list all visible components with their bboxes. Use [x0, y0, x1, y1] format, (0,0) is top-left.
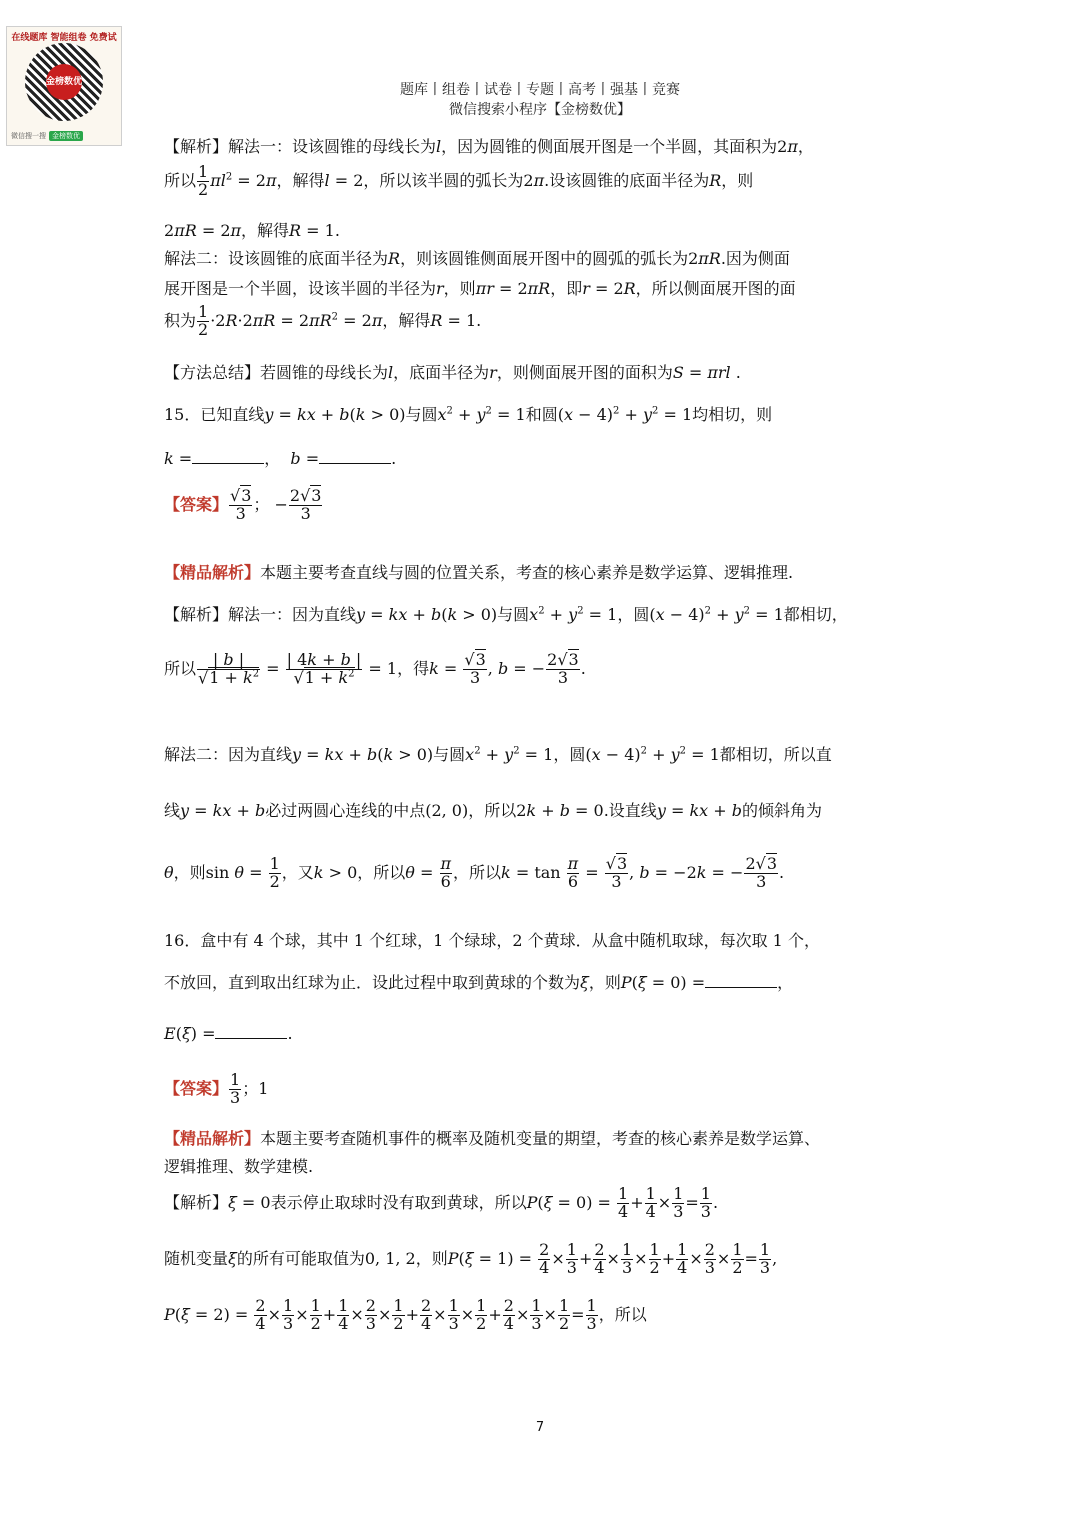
text: ，则: [415, 1248, 448, 1268]
text: 1: [258, 1078, 269, 1098]
q14-analysis-line-2: 所以 $\frac{1}{2}$ $\pi l^2 = 2\pi$，解得l = 2，所以该半圆的弧长为2π.设该圆锥的底面半径为R，则: [164, 162, 754, 199]
text: ，所以: [357, 862, 406, 882]
q16-answer: 【答案】 $\frac{1}{3}$ ；1: [164, 1070, 269, 1107]
text: 解法一：因为直线: [228, 605, 357, 624]
text: 均相切，则: [692, 405, 773, 424]
text: 本题主要考查随机事件的概率及随机变量的期望，考查的核心素养是数学运算、: [260, 1129, 821, 1148]
q14-analysis-line-1: 【解析】解法一：设该圆锥的母线长为l，因为圆锥的侧面展开图是一个半圆，其面积为2π，: [164, 137, 814, 156]
analysis-tag: 【解析】: [164, 1192, 229, 1212]
q15-method2-line-2: 线y = kx + b必过两圆心连线的中点(2, 0)，所以2k + b = 0.设直线y = kx + b的倾斜角为: [164, 801, 822, 820]
text: ，所以侧面展开图的面: [635, 279, 796, 298]
text: 积为: [164, 310, 197, 330]
text: ，得: [397, 658, 430, 678]
q14-method2-line-2: 展开图是一个半圆，设该半圆的半径为r，则πr = 2πR，即r = 2R，所以侧面展开图的面: [164, 279, 796, 298]
text: 15．已知直线: [164, 405, 265, 424]
text: ，则侧面展开图的面积为: [496, 363, 673, 382]
qr-footer-tag: 金榜数优: [49, 131, 83, 141]
q14-method2-line-3: 积为 $\frac{1}{2}$ $\cdot 2R\cdot 2\pi R = 2\pi R^2 = 2\pi$，解得R = 1.: [164, 302, 482, 339]
text: ，解得: [382, 310, 431, 330]
text: ，解得: [276, 170, 325, 190]
text: 线: [164, 801, 181, 820]
text: 解法二：设该圆锥的底面半径为: [164, 249, 389, 268]
q15-method2-line-3: θ，则sin θ = $\frac{1}{2}$ ，又k > 0，所以θ = $\frac{\pi}{6}$ ，所以k = tan $\frac{\pi}{6}$ = $\frac{√3}{3}$ , b = −2k = − $\frac{2√3}{3}$ .: [164, 854, 785, 891]
q14-method-summary: 【方法总结】若圆锥的母线长为l，底面半径为r，则侧面展开图的面积为S = πrl .: [164, 363, 741, 382]
q15-quality-analysis: [164, 560, 793, 583]
text: ，所以: [453, 862, 502, 882]
text: 与圆: [433, 745, 466, 764]
text: 都相切，: [783, 605, 848, 624]
text: ，解得: [241, 221, 290, 240]
text: ，又: [281, 862, 314, 882]
analysis-tag: 【解析】: [164, 137, 229, 156]
text: 逻辑推理、数学建模.: [164, 1157, 314, 1176]
q16-stem-line-3: E(ξ) = .: [164, 1024, 293, 1043]
q16-analysis-line-2: 随机变量ξ的所有可能取值为0, 1, 2，则P(ξ = 1) = $\frac{2}{4}$ × $\frac{1}{3}$ + $\frac{2}{4}$ × $\frac{1}{3}$ × $\frac{1}{2}$ + $\frac{1}{4}$ × $\frac{2}{3}$ × $\frac{1}{2}$ = $\frac{1}{3}$ ,: [164, 1240, 778, 1277]
answer-blank: [705, 973, 777, 988]
q16-stem-line-1: [164, 928, 820, 951]
q14-analysis-line-3: 2πR = 2π，解得R = 1.: [164, 221, 340, 240]
page-number: 7: [535, 1420, 545, 1435]
text: ，所以: [468, 801, 517, 820]
text: ，所以: [598, 1304, 647, 1324]
qr-footer: [11, 131, 83, 141]
page-header: [0, 80, 1080, 120]
text: ，圆: [553, 745, 586, 764]
header-search-line: 微信搜索小程序【金榜数优】: [449, 102, 631, 118]
text: 展开图是一个半圆，设该半圆的半径为: [164, 279, 437, 298]
text: 都相切，所以直: [719, 745, 832, 764]
text: ，则: [443, 279, 476, 298]
text: ，底面半径为: [393, 363, 490, 382]
text: 16．盒中有 4 个球，其中 1 个红球，1 个绿球，2 个黄球．从盒中随机取球，每次取 1 个，: [164, 931, 820, 950]
text: .设该圆锥的底面半径为: [544, 170, 710, 190]
q16-quality-analysis-line-2: [164, 1154, 313, 1177]
text: ，即: [550, 279, 583, 298]
text: .因为侧面: [720, 249, 790, 268]
q16-analysis-line-1: 【解析】ξ = 0表示停止取球时没有取到黄球，所以P(ξ = 0) = $\frac{1}{4}$ + $\frac{1}{4}$ × $\frac{1}{3}$ = $\frac{1}{3}$ .: [164, 1184, 719, 1221]
text: 若圆锥的母线长为: [260, 363, 389, 382]
summary-tag: 【方法总结】: [164, 363, 261, 382]
answer-blank: [215, 1024, 287, 1039]
q15-method1-line-1: 【解析】解法一：因为直线y = kx + b(k > 0)与圆$x^2 + y^2 = 1$，圆$(x - 4)^2 + y^2 = 1$都相切，: [164, 605, 848, 624]
answer-blank: [192, 449, 264, 464]
qr-footer-label: 微信搜一搜: [11, 132, 46, 140]
text: 和圆: [525, 405, 558, 424]
header-nav-line: 题库丨组卷丨试卷丨专题丨高考丨强基丨竞赛: [400, 82, 680, 98]
answer-tag: 【答案】: [164, 494, 229, 514]
text: 本题主要考查直线与圆的位置关系，考查的核心素养是数学运算、逻辑推理.: [260, 563, 794, 582]
q15-method2-line-1: 解法二：因为直线y = kx + b(k > 0)与圆$x^2 + y^2 = 1$，圆$(x - 4)^2 + y^2 = 1$都相切，所以直: [164, 745, 832, 764]
text: 所以: [164, 170, 197, 190]
q16-stem-line-2: 不放回，直到取出红球为止．设此过程中取到黄球的个数为ξ，则P(ξ = 0) = ，: [164, 973, 794, 992]
text: ，则: [721, 170, 754, 190]
text: 解法一：设该圆锥的母线长为: [228, 137, 437, 156]
answer-blank: [319, 449, 391, 464]
text: 的所有可能取值为: [236, 1248, 365, 1268]
q14-method2-line-1: 解法二：设该圆锥的底面半径为R，则该圆锥侧面展开图中的圆弧的弧长为2πR.因为侧面: [164, 249, 790, 268]
q15-method1-line-2: 所以 $\frac{| b |}{√1 + k^2}$ = $\frac{| 4k + b |}{√1 + k^2}$ = 1，得k = $\frac{√3}{3}$ , b = − $\frac{2√3}{3}$ .: [164, 650, 586, 688]
quality-tag: 【精品解析】: [164, 563, 261, 582]
text: ，则该圆锥侧面展开图中的圆弧的弧长为: [400, 249, 689, 268]
text: 必过两圆心连线的中点: [265, 801, 426, 820]
qr-ring-text: 在线题库 智能组卷 免费试: [11, 33, 117, 43]
text: 的倾斜角为: [741, 801, 822, 820]
text: 不放回，直到取出红球为止．设此过程中取到黄球的个数为: [164, 973, 581, 992]
q16-analysis-line-3: P(ξ = 2) = $\frac{2}{4}$ × $\frac{1}{3}$ × $\frac{1}{2}$ + $\frac{1}{4}$ × $\frac{2}{3}$ × $\frac{1}{2}$ + $\frac{2}{4}$ × $\frac{1}{3}$ × $\frac{1}{2}$ + $\frac{2}{4}$ × $\frac{1}{3}$ × $\frac{1}{2}$ = $\frac{1}{3}$ ，所以: [164, 1296, 647, 1333]
q15-stem-line-1: 15．已知直线y = kx + b(k > 0)与圆$x^2 + y^2 = 1$和圆$(x - 4)^2 + y^2 = 1$均相切，则: [164, 405, 773, 424]
text: 随机变量: [164, 1248, 229, 1268]
q15-stem-line-2: k = ， b = .: [164, 449, 397, 468]
text: 与圆: [497, 605, 530, 624]
analysis-tag: 【解析】: [164, 605, 229, 624]
text: ，: [797, 137, 814, 156]
text: 表示停止取球时没有取到黄球，所以: [270, 1192, 527, 1212]
text: ，因为圆锥的侧面展开图是一个半圆，其面积为: [441, 137, 778, 156]
text: ，则: [588, 973, 621, 992]
answer-tag: 【答案】: [164, 1078, 229, 1098]
text: ，所以该半圆的弧长为: [363, 170, 524, 190]
text: .设直线: [603, 801, 657, 820]
text: 与圆: [405, 405, 438, 424]
text: 解法二：因为直线: [164, 745, 293, 764]
q16-quality-analysis-line-1: [164, 1126, 820, 1149]
text: 所以: [164, 658, 197, 678]
text: ，圆: [617, 605, 650, 624]
qr-logo: 金榜数优: [46, 64, 82, 100]
q15-answer: 【答案】 $\frac{√3}{3}$ ； − $\frac{2√3}{3}$: [164, 486, 322, 523]
quality-tag: 【精品解析】: [164, 1129, 261, 1148]
text: ，则: [173, 862, 206, 882]
